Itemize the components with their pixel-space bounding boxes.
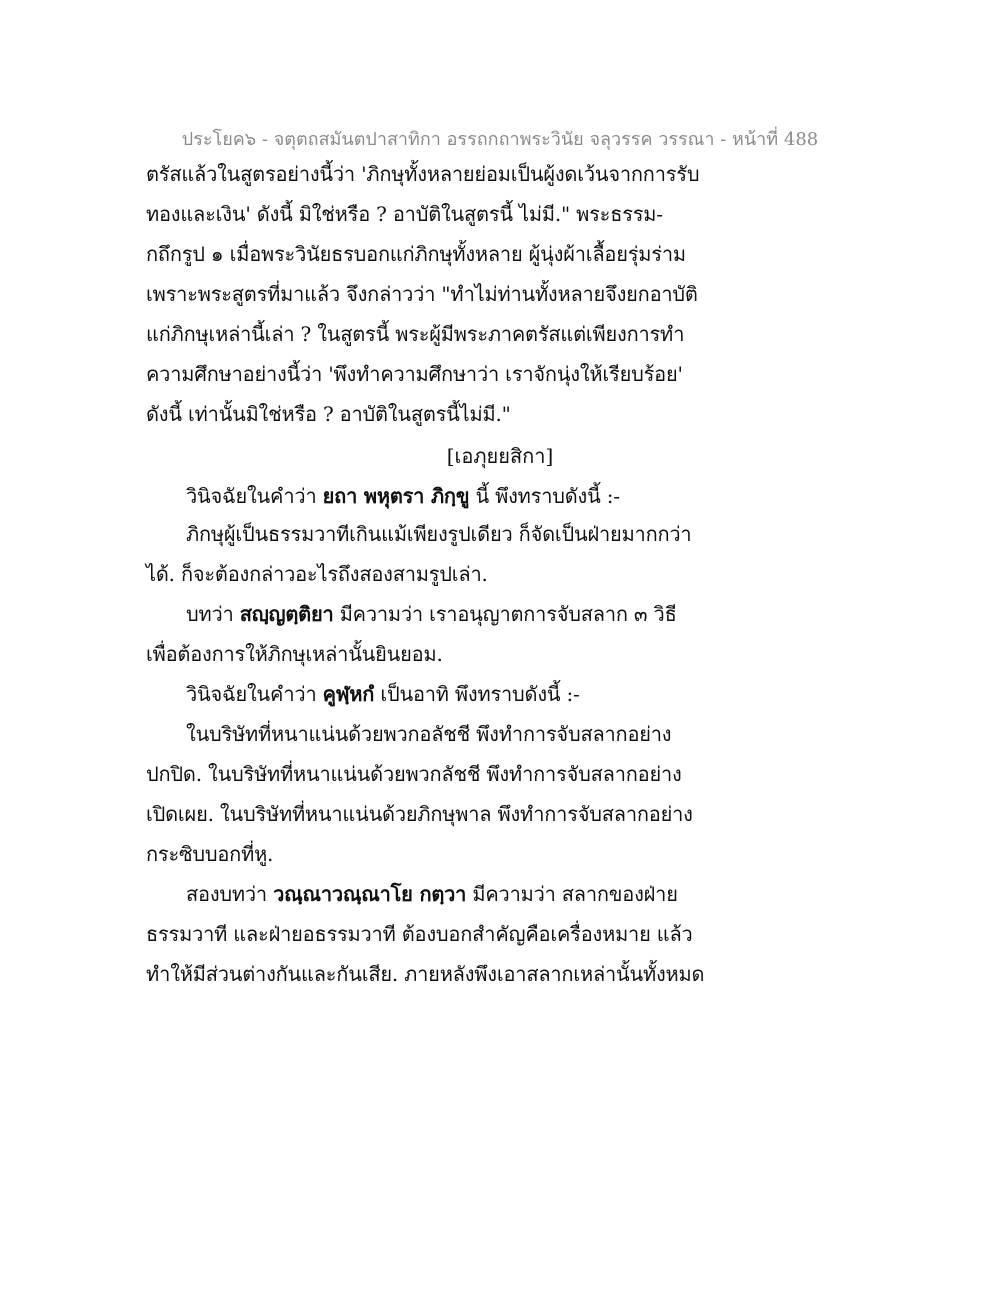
paragraph-5 bbox=[186, 680, 580, 708]
text-line: ความศึกษาอย่างนี้ว่า 'พึงทำความศึกษาว่า เราจักนุ่งให้เรียบร้อย' bbox=[146, 362, 683, 386]
paragraph-2 bbox=[186, 482, 620, 510]
page-header: ประโยค๖ - จตุตถสมันตปาสาทิกา อรรถกถาพระวินัย จลุวรรค วรรณา - หน้าที่ 488 bbox=[181, 129, 819, 150]
text-line bbox=[186, 600, 677, 628]
text-line: แก่ภิกษุเหล่านี้เล่า ? ในสูตรนี้ พระผู้มีพระภาคตรัสแต่เพียงการทำ bbox=[146, 322, 685, 346]
text-line: ตรัสแล้วในสูตรอย่างนี้ว่า 'ภิกษุทั้งหลายย่อมเป็นผู้งดเว้นจากการรับ bbox=[146, 162, 700, 186]
text-line: เพื่อต้องการให้ภิกษุเหล่านั้นยินยอม. bbox=[146, 642, 443, 666]
pali-term: วณฺณาวณฺณาโย กตฺวา bbox=[273, 882, 467, 906]
text-line: ปกปิด. ในบริษัทที่หนาแน่นด้วยพวกลัชชี พึงทำการจับสลากอย่าง bbox=[146, 762, 682, 786]
text-line: ดังนี้ เท่านั้นมิใช่หรือ ? อาบัติในสูตรนี้ไม่มี." bbox=[146, 402, 511, 426]
pali-term: คูฬฺหกํ bbox=[322, 682, 375, 706]
section-title: [เอภุยยสิกา] bbox=[446, 444, 554, 468]
text-line: เปิดเผย. ในบริษัทที่หนาแน่นด้วยภิกษุพาล พึงทำการจับสลากอย่าง bbox=[146, 802, 693, 826]
text-span: วินิจฉัยในคำว่า bbox=[186, 682, 323, 706]
text-span: เป็นอาทิ พึงทราบดังนี้ :- bbox=[374, 682, 580, 706]
text-span: บทว่า bbox=[186, 602, 240, 626]
text-span: สองบทว่า bbox=[186, 882, 274, 906]
text-line: ธรรมวาที และฝ่ายอธรรมวาที ต้องบอกสำคัญคือเครื่องหมาย แล้ว bbox=[146, 922, 693, 946]
text-span: วินิจฉัยในคำว่า bbox=[186, 484, 323, 508]
pali-term: ยถา พหุตรา ภิกฺขู bbox=[322, 484, 470, 508]
text-line: กถึกรูป ๑ เมื่อพระวินัยธรบอกแก่ภิกษุทั้งหลาย ผู้นุ่งผ้าเลื้อยรุ่มร่าม bbox=[146, 242, 686, 266]
text-line: ทำให้มีส่วนต่างกันและกันเสีย. ภายหลังพึงเอาสลากเหล่านั้นทั้งหมด bbox=[146, 962, 705, 986]
text-line bbox=[186, 880, 678, 908]
text-line: ในบริษัทที่หนาแน่นด้วยพวกอลัชชี พึงทำการจับสลากอย่าง bbox=[186, 722, 672, 746]
text-span: มีความว่า เราอนุญาตการจับสลาก ๓ วิธี bbox=[333, 602, 677, 626]
text-span: นี้ พึงทราบดังนี้ :- bbox=[469, 484, 620, 508]
text-line: เพราะพระสูตรที่มาแล้ว จึงกล่าวว่า "ทำไม่ท่านทั้งหลายจึงยกอาบัติ bbox=[146, 282, 698, 306]
text-line: กระซิบบอกที่หู. bbox=[146, 842, 274, 866]
text-line: ภิกษุผู้เป็นธรรมวาทีเกินแม้เพียงรูปเดียว ก็จัดเป็นฝ่ายมากกว่า bbox=[186, 522, 692, 546]
text-line: ได้. ก็จะต้องกล่าวอะไรถึงสองสามรูปเล่า. bbox=[146, 562, 488, 586]
pali-term: สญฺญตฺติยา bbox=[239, 602, 334, 626]
text-span: มีความว่า สลากของฝ่าย bbox=[466, 882, 678, 906]
text-line: ทองและเงิน' ดังนี้ มิใช่หรือ ? อาบัติในสูตรนี้ ไม่มี." พระธรรม- bbox=[146, 202, 663, 226]
